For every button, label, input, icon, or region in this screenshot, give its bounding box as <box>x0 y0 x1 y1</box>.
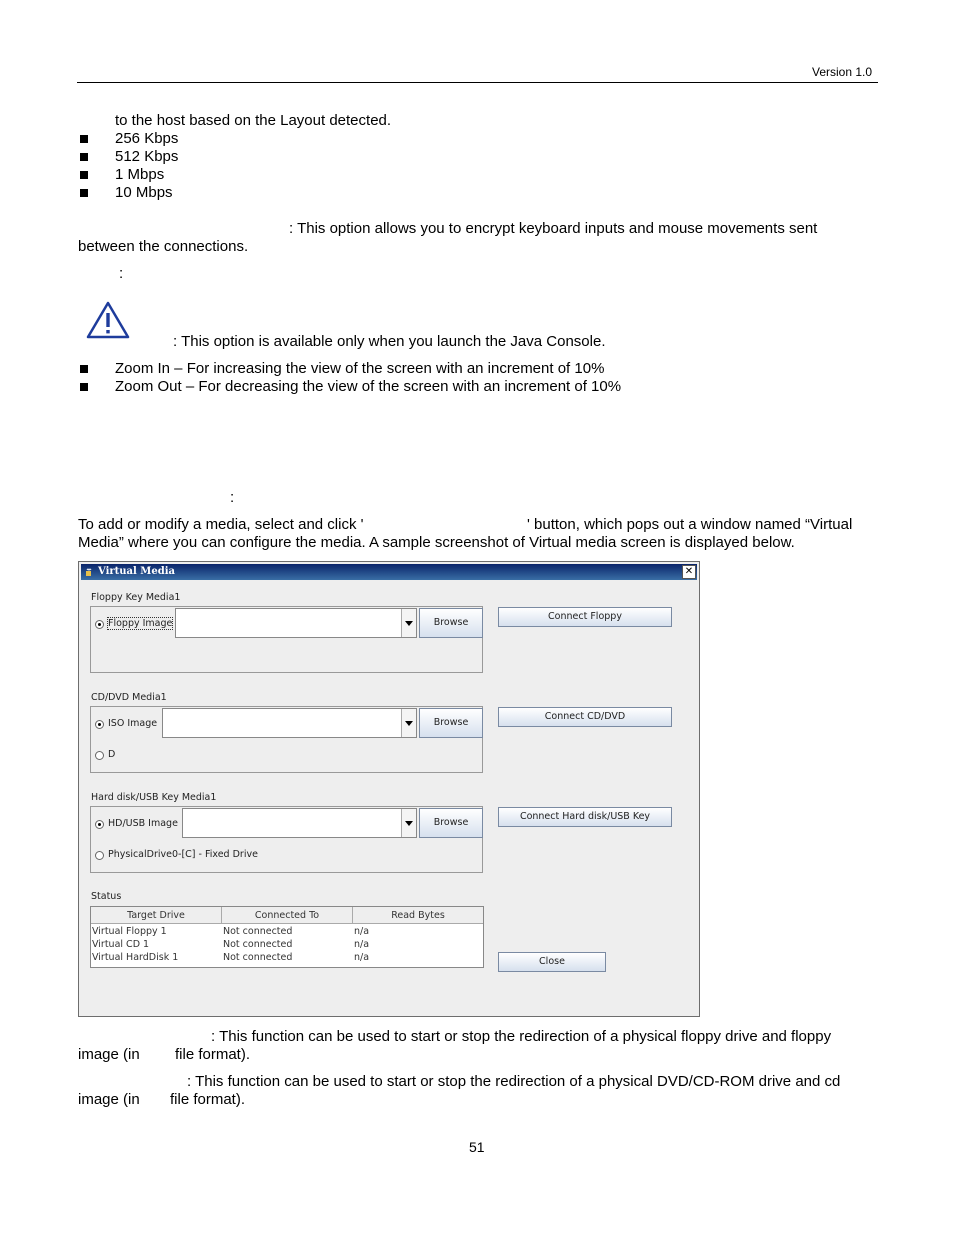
media-para-line1a: To add or modify a media, select and click ' <box>78 516 364 533</box>
floppy-image-radio[interactable] <box>95 620 104 629</box>
cd-drive-label: D <box>108 749 116 760</box>
intro-line: to the host based on the Layout detected. <box>115 112 392 129</box>
physical-drive-label: PhysicalDrive0-[C] - Fixed Drive <box>108 849 258 860</box>
list-item: Zoom Out – For decreasing the view of the screen with an increment of 10% <box>115 378 622 395</box>
table-cell: Virtual Floppy 1 <box>92 926 167 937</box>
list-item: 1 Mbps <box>115 166 165 183</box>
media-label-colon: : <box>230 489 235 506</box>
version-label: Version 1.0 <box>812 65 873 79</box>
bullet-icon <box>80 135 88 143</box>
connect-hd-button[interactable]: Connect Hard disk/USB Key <box>498 807 672 827</box>
hd-group <box>90 806 483 873</box>
bullet-icon <box>80 365 88 373</box>
chevron-down-icon[interactable] <box>401 609 416 637</box>
table-cell: Not connected <box>223 952 293 963</box>
hd-browse-button[interactable]: Browse <box>419 808 483 838</box>
list-item: Zoom In – For increasing the view of the screen with an increment of 10% <box>115 360 605 377</box>
close-icon[interactable]: ✕ <box>682 565 696 579</box>
list-item: 10 Mbps <box>115 184 173 201</box>
floppy-desc-line1: : This function can be used to start or stop the redirection of a physical floppy drive and floppy <box>211 1028 832 1045</box>
hd-image-radio[interactable] <box>95 820 104 829</box>
table-cell: Virtual HardDisk 1 <box>92 952 179 963</box>
floppy-image-label: Floppy Image <box>108 618 173 629</box>
floppy-desc-line2a: image (in <box>78 1046 140 1063</box>
floppy-desc-line2b: file format). <box>175 1046 251 1063</box>
column-header[interactable]: Target Drive <box>91 907 222 924</box>
header-rule <box>77 82 878 83</box>
iso-image-radio[interactable] <box>95 720 104 729</box>
connect-cd-button[interactable]: Connect CD/DVD <box>498 707 672 727</box>
list-item: 256 Kbps <box>115 130 179 147</box>
floppy-image-combo[interactable] <box>175 608 417 638</box>
status-label: Status <box>91 891 122 902</box>
bullet-icon <box>80 153 88 161</box>
zoom-label-colon: : <box>119 265 124 282</box>
iso-image-combo[interactable] <box>162 708 417 738</box>
table-cell: Virtual CD 1 <box>92 939 150 950</box>
floppy-group <box>90 606 483 673</box>
page-number: 51 <box>469 1139 485 1155</box>
table-cell: n/a <box>354 952 370 963</box>
chevron-down-icon[interactable] <box>401 709 416 737</box>
hd-image-combo[interactable] <box>182 808 417 838</box>
bullet-icon <box>80 171 88 179</box>
java-cup-icon <box>84 567 94 577</box>
bullet-icon <box>80 383 88 391</box>
column-header[interactable]: Read Bytes <box>353 907 483 924</box>
dialog-title: Virtual Media <box>98 566 176 577</box>
encryption-text-line1: : This option allows you to encrypt keyboard inputs and mouse movements sent <box>289 220 818 237</box>
floppy-section-label: Floppy Key Media1 <box>91 592 181 603</box>
warning-icon <box>86 301 130 343</box>
table-cell: n/a <box>354 926 370 937</box>
cd-desc-line2b: file format). <box>170 1091 246 1108</box>
media-para-line1b: ' button, which pops out a window named “Virtual <box>527 516 853 533</box>
chevron-down-icon[interactable] <box>401 809 416 837</box>
encryption-text-line2: between the connections. <box>78 238 249 255</box>
connect-floppy-button[interactable]: Connect Floppy <box>498 607 672 627</box>
table-cell: Not connected <box>223 939 293 950</box>
dialog-titlebar <box>81 564 697 580</box>
cd-browse-button[interactable]: Browse <box>419 708 483 738</box>
list-item: 512 Kbps <box>115 148 179 165</box>
floppy-browse-button[interactable]: Browse <box>419 608 483 638</box>
column-header[interactable]: Connected To <box>222 907 353 924</box>
virtual-media-dialog <box>78 561 700 1017</box>
bullet-icon <box>80 189 88 197</box>
hd-section-label: Hard disk/USB Key Media1 <box>91 792 217 803</box>
close-button[interactable]: Close <box>498 952 606 972</box>
cd-group <box>90 706 483 773</box>
table-cell: Not connected <box>223 926 293 937</box>
cd-section-label: CD/DVD Media1 <box>91 692 167 703</box>
note-text: : This option is available only when you launch the Java Console. <box>173 333 606 350</box>
table-cell: n/a <box>354 939 370 950</box>
cd-drive-radio[interactable] <box>95 751 104 760</box>
hd-image-label: HD/USB Image <box>108 818 178 829</box>
media-para-line2: Media” where you can configure the media. A sample screenshot of Virtual media screen is displayed below. <box>78 534 795 551</box>
cd-desc-line1: : This function can be used to start or stop the redirection of a physical DVD/CD-ROM drive and cd <box>187 1073 841 1090</box>
cd-desc-line2a: image (in <box>78 1091 140 1108</box>
iso-image-label: ISO Image <box>108 718 158 729</box>
status-table <box>90 906 484 968</box>
physical-drive-radio[interactable] <box>95 851 104 860</box>
